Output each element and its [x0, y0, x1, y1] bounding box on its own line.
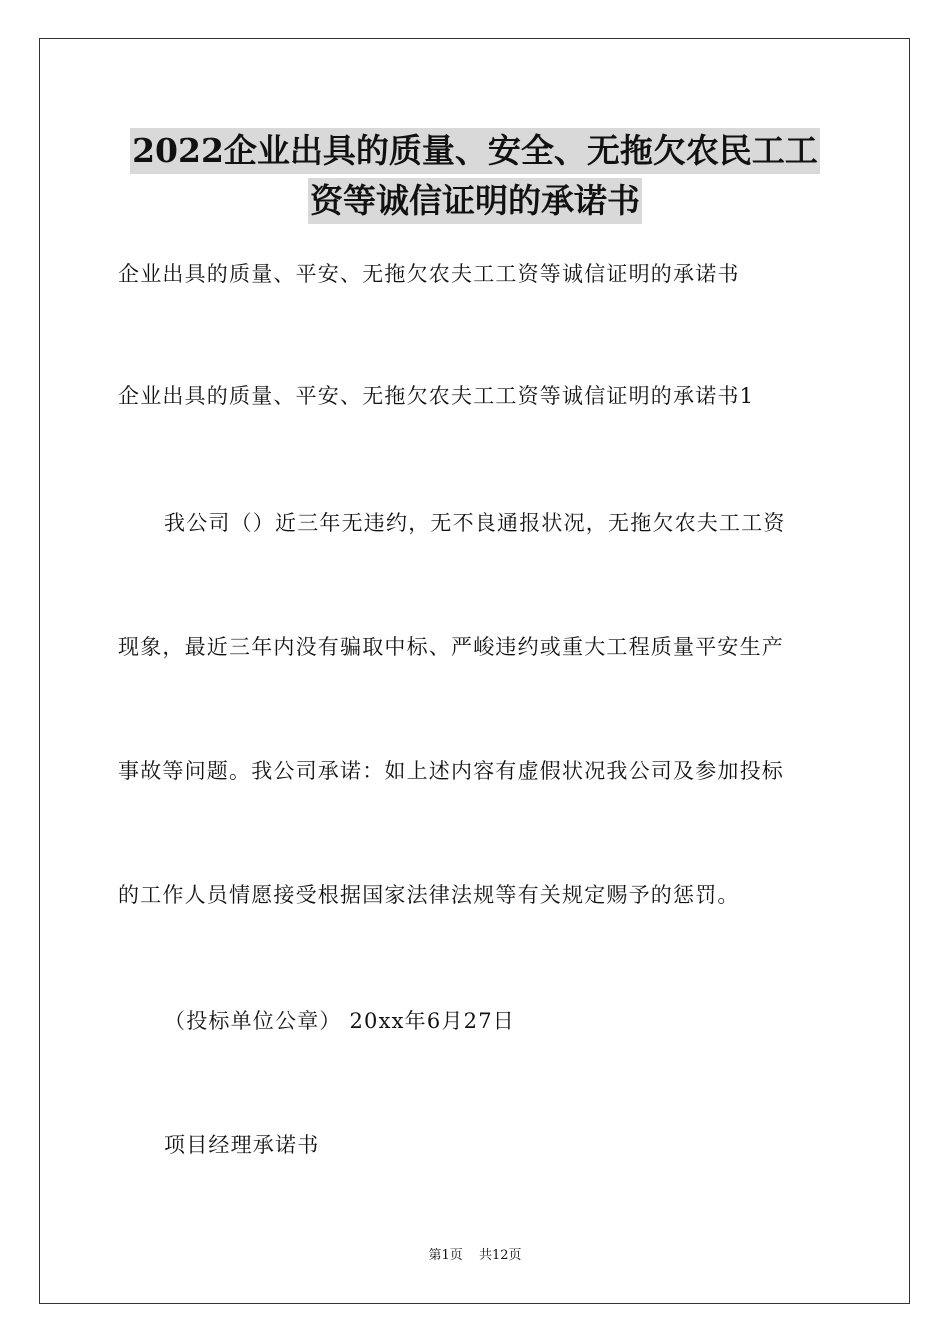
title-line-1: 2022企业出具的质量、安全、无拖欠农民工工	[130, 128, 820, 174]
page-number: 第1页	[428, 1248, 463, 1263]
page-footer	[0, 1247, 950, 1265]
page-border	[39, 38, 910, 1304]
section-heading: 项目经理承诺书	[164, 1133, 320, 1157]
body-line-4: 的工作人员情愿接受根据国家法律法规等有关规定赐予的惩罚。	[118, 883, 740, 907]
body-line-3: 事故等问题。我公司承诺：如上述内容有虚假状况我公司及参加投标	[118, 759, 784, 783]
heading-paragraph: 企业出具的质量、平安、无拖欠农夫工工资等诚信证明的承诺书1	[118, 384, 755, 408]
document-title	[0, 128, 950, 224]
page-total: 共12页	[478, 1248, 522, 1263]
subtitle-paragraph: 企业出具的质量、平安、无拖欠农夫工工资等诚信证明的承诺书	[118, 262, 740, 286]
title-line-2: 资等诚信证明的承诺书	[308, 178, 642, 224]
body-line-2: 现象，最近三年内没有骗取中标、严峻违约或重大工程质量平安生产	[118, 635, 784, 659]
body-line-1: 我公司（）近三年无违约，无不良通报状况，无拖欠农夫工工资	[164, 511, 786, 535]
seal-date-line: （投标单位公章） 20xx年6月27日	[164, 1009, 515, 1033]
